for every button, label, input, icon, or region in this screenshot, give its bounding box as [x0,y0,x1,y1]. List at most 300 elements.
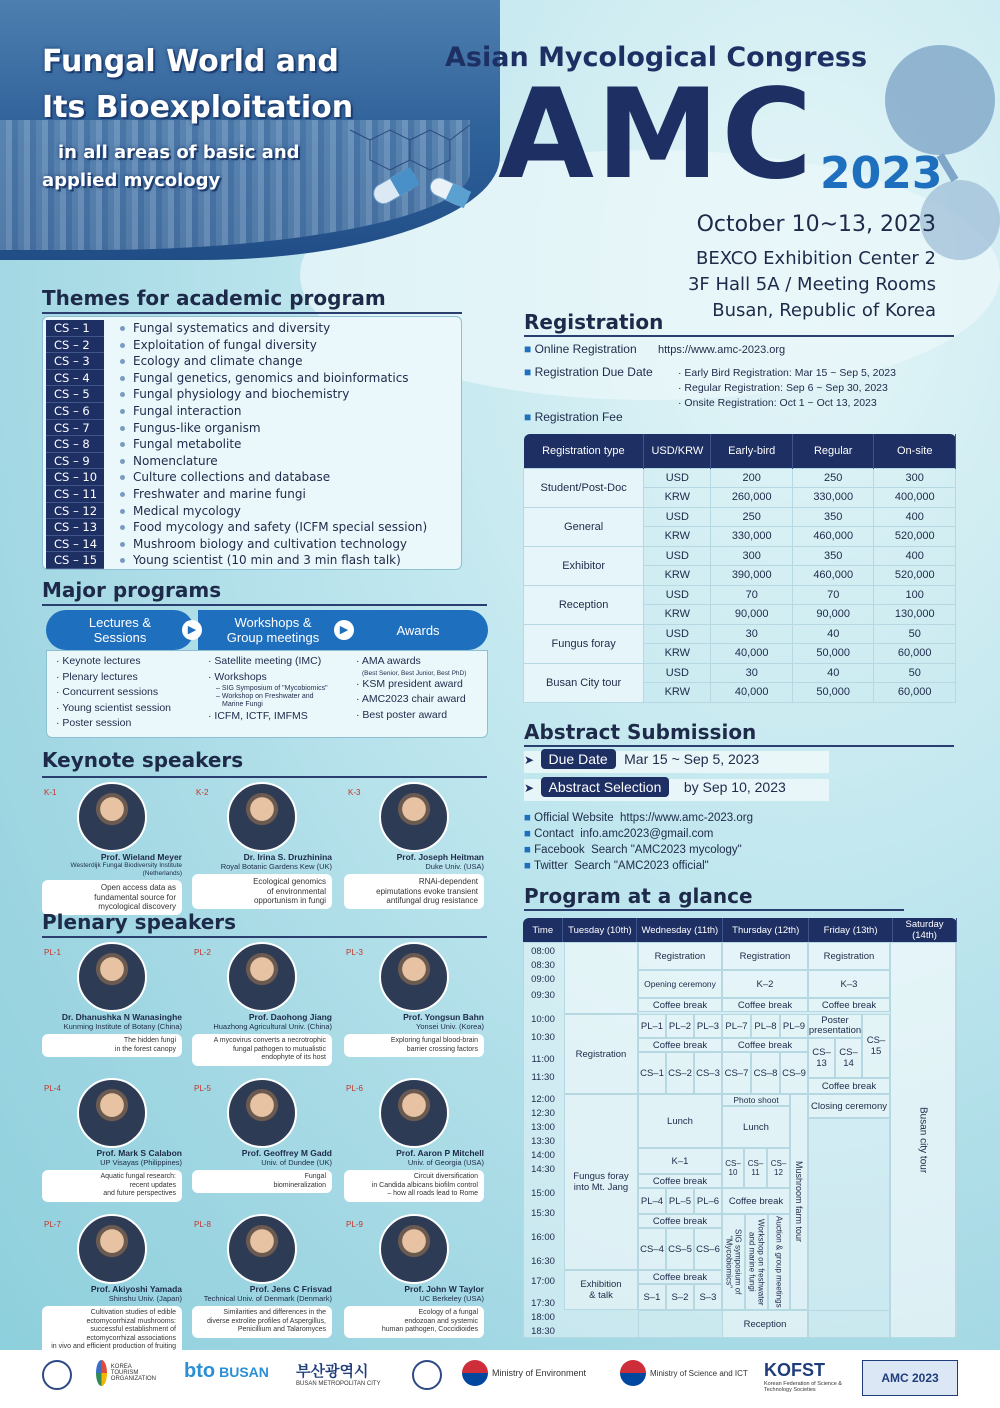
footer-logo-busan-city: 부산광역시 BUSAN METROPOLITAN CITY [296,1363,381,1387]
program-title: Program at a glance [524,884,753,908]
congress-name: Asian Mycological Congress [445,42,868,73]
arrow-icon: ▶ [334,620,354,640]
speaker-affiliation: Kunming Institute of Botany (China) [63,1022,182,1031]
abstract-selection-value: by Sep 10, 2023 [683,779,786,795]
time-label: 15:00 [531,1188,555,1199]
venue-line2: 3F Hall 5A / Meeting Rooms [687,274,936,295]
theme-label: Fungus-like organism [120,420,460,437]
program-cell: PL–1 [638,1014,666,1038]
theme-code: CS – 1 [46,320,104,337]
speaker-affiliation: Huazhong Agricultural Univ. (China) [213,1022,332,1031]
fee-row [524,624,956,644]
theme-code: CS – 14 [46,536,104,553]
speaker-affiliation: Technical Univ. of Denmark (Denmark) [203,1294,332,1303]
speaker-affiliation: Yonsei Univ. (Korea) [416,1022,484,1031]
list-item: · AMA awards [356,655,421,667]
fee-row [524,468,956,488]
theme-code: CS – 4 [46,370,104,387]
plenary-speaker [192,1078,332,1193]
fee-cell: 50 [874,624,956,644]
list-item: · AMC2023 chair award [356,693,466,706]
time-label: 17:30 [531,1298,555,1309]
theme-label: Young scientist (10 min and 3 min flash talk) [120,552,460,569]
chevron-right-icon: ➤ [524,753,535,767]
theme-code: CS – 5 [46,386,104,403]
plenary-speaker [192,942,332,1066]
square-bullet-icon: ■ [524,410,532,424]
registration-due-label: Registration Due Date [534,365,653,379]
fee-type: Fungus foray [524,624,644,663]
theme-label: Nomenclature [120,453,460,470]
fee-cell: 70 [711,585,793,605]
list-subitem: – Workshop on Freshwater and [216,693,314,701]
program-cell-sig: SIG symposium of "Mycobiomics" [722,1214,745,1310]
program-cell: Registration [722,942,808,970]
fee-cell: 350 [792,546,874,566]
registration-due [524,365,653,379]
program-col-header: Friday (13th) [809,918,893,942]
program-cell: PL–6 [694,1188,722,1214]
speaker-photo [77,942,147,1012]
program-cell: Registration [638,942,722,970]
fee-cell: KRW [644,488,711,508]
congress-year: 2023 [820,148,943,199]
due-item: · Regular Registration: Sep 6 ~ Sep 30, 2023 [678,382,888,394]
venue-line1: BEXCO Exhibition Center 2 [695,248,936,269]
major-col2-list [208,654,328,725]
online-registration-url[interactable]: https://www.amc-2023.org [658,344,786,356]
keynote-speaker [192,782,332,909]
speaker-talk: The hidden fungi in the forest canopy [42,1034,182,1057]
program-col-header: Time [523,918,563,942]
twitter-link[interactable]: Search "AMC2023 official" [574,860,709,872]
speaker-name: Dr. Irina S. Druzhinina [243,852,332,862]
speaker-affiliation: UP Visayas (Philippines) [100,1158,182,1167]
fee-cell: USD [644,663,711,683]
program-cell: Coffee break [638,998,722,1012]
speaker-talk: Circuit diversification in Candida albicans biofilm control – how all roads lead to Rome [344,1170,484,1202]
fee-cell: 400 [874,507,956,527]
list-item: · Concurrent sessions [56,686,159,699]
seal-icon [412,1360,442,1390]
speaker-name: Prof. John W Taylor [404,1284,484,1294]
arrow-icon: ▶ [182,620,202,640]
speaker-photo [379,1078,449,1148]
program-cell: Lunch [722,1106,790,1148]
keynote-title: Keynote speakers [42,748,244,772]
speaker-name: Prof. Daohong Jiang [248,1012,332,1022]
footer-logo-msit: Ministry of Science and ICT [620,1360,748,1386]
contact-row: ■ Contact info.amc2023@gmail.com [524,828,714,840]
time-label: 11:30 [531,1072,555,1083]
theme-label: Mushroom biology and cultivation technology [120,536,460,553]
list-item: · KSM president award [356,677,463,690]
time-label: 12:30 [531,1108,555,1119]
speaker-talk: Ecology of a fungal endozoan and systemic human pathogen, Coccidioides [344,1306,484,1338]
fee-cell: 30 [711,624,793,644]
fee-cell: 520,000 [874,566,956,586]
speaker-affiliation: Univ. of Georgia (USA) [407,1158,484,1167]
speaker-photo [77,1078,147,1148]
fee-cell: 60,000 [874,644,956,664]
abstract-selection-row [524,779,829,801]
program-cell: Coffee break [722,1038,808,1052]
time-label: 11:00 [531,1054,555,1065]
program-cell: CS–11 [744,1148,767,1188]
speaker-talk: RNAi-dependent epimutations evoke transient antifungal drug resistance [344,874,484,909]
speaker-name: Prof. Akiyoshi Yamada [90,1284,182,1294]
theme-label: Freshwater and marine fungi [120,486,460,503]
program-cell-fungus-foray: Fungus foray into Mt. Jang [564,1094,638,1270]
time-label: 12:00 [531,1094,555,1105]
fee-cell: KRW [644,683,711,703]
time-label: 16:00 [531,1232,555,1243]
program-cell: CS–4 [638,1228,666,1270]
program-cell: Lunch [638,1094,722,1148]
fee-row [524,507,956,527]
speaker-photo [77,1214,147,1284]
themes-codes [46,320,104,569]
speaker-name: Prof. Aaron P Mitchell [396,1148,484,1158]
theme-label: Medical mycology [120,503,460,520]
fee-cell: USD [644,624,711,644]
fee-cell: 400,000 [874,488,956,508]
program-cell: CS–12 [767,1148,790,1188]
theme-code: CS – 8 [46,436,104,453]
theme-code: CS – 6 [46,403,104,420]
speaker-tag: PL-2 [194,948,211,957]
square-bullet-icon: ■ [524,365,532,379]
speaker-photo [379,782,449,852]
fee-type: Exhibitor [524,546,644,585]
abstract-title: Abstract Submission [524,720,757,744]
program-cell: CS–3 [694,1052,722,1094]
speaker-tag: PL-7 [44,1220,61,1229]
fee-cell: 40,000 [711,644,793,664]
speaker-photo [379,1214,449,1284]
abstract-due-row [524,751,829,773]
fee-cell: 330,000 [711,527,793,547]
website-link[interactable]: https://www.amc-2023.org [620,812,753,824]
slogan-line1: Fungal World and [42,44,339,79]
fee-cell: 40,000 [711,683,793,703]
contact-row: ■ Official Website https://www.amc-2023.org [524,812,753,824]
slogan-sub2: applied mycology [42,170,221,191]
fee-row [524,585,956,605]
time-label: 08:00 [531,946,555,957]
program-cell-exhibition: Exhibition & talk [564,1270,638,1310]
time-label: 09:30 [531,990,555,1001]
fee-col-header: On-site [874,434,956,468]
program-cell: CS–2 [666,1052,694,1094]
seal-icon [42,1360,72,1390]
program-cell: CS–10 [722,1148,744,1188]
speaker-affiliation: Univ. of Dundee (UK) [261,1158,332,1167]
program-cell: Coffee break [722,1188,790,1214]
program-header-row [523,918,957,942]
plenary-speaker [192,1214,332,1338]
fee-cell: KRW [644,605,711,625]
speaker-photo [227,1078,297,1148]
program-col-header: Wednesday (11th) [637,918,723,942]
footer-logo-amc: AMC 2023 [862,1360,958,1396]
time-label: 14:30 [531,1164,555,1175]
speaker-affiliation: Duke Univ. (USA) [425,862,484,871]
plenary-speaker [42,1078,182,1202]
program-cell: PL–9 [780,1014,808,1038]
plenary-speaker [344,1214,484,1338]
major-col3-list [356,654,466,723]
theme-code: CS – 15 [46,552,104,569]
program-col-header: Tuesday (10th) [563,918,637,942]
time-label: 15:30 [531,1208,555,1219]
speaker-photo [77,782,147,852]
speaker-name: Prof. Jens C Frisvad [249,1284,332,1294]
taegeuk-icon [620,1360,646,1386]
registration-title: Registration [524,310,664,334]
fee-cell: 350 [792,507,874,527]
fee-cell: USD [644,468,711,488]
program-cell: Closing ceremony [808,1094,890,1118]
fee-cell: 460,000 [792,566,874,586]
program-cell: CS–13 [808,1038,835,1078]
program-cell-empty [564,942,638,1014]
registration-fee-label: Registration Fee [534,410,623,424]
program-cell: K–3 [808,970,890,998]
theme-label: Food mycology and safety (ICFM special session) [120,519,460,536]
fee-cell: 300 [711,546,793,566]
list-item: · Satellite meeting (IMC) [208,655,322,667]
fee-col-header: USD/KRW [644,434,711,468]
program-cell: Coffee break [638,1270,722,1284]
speaker-name: Prof. Geoffrey M Gadd [241,1148,332,1158]
speaker-talk: Fungal biomineralization [192,1170,332,1193]
speaker-name: Dr. Dhanushka N Wanasinghe [61,1012,182,1022]
speaker-photo [227,782,297,852]
fee-cell: 250 [711,507,793,527]
list-subitem: Marine Fungi [222,701,263,709]
fee-cell: 390,000 [711,566,793,586]
speaker-affiliation: Royal Botanic Gardens Kew (UK) [220,862,332,871]
program-cell: Coffee break [638,1174,722,1188]
program-cell-auction: Auction & group meetings [768,1214,790,1310]
plenary-speaker [42,942,182,1057]
major-head-workshops-l2: Group meetings [226,630,320,645]
speaker-talk: Open access data as fundamental source for mycological discovery [42,880,182,915]
program-cell-mushroom-tour: Mushroom farm tour [790,1094,808,1310]
keynote-speaker [344,782,484,909]
major-title-underline [42,604,487,606]
program-cell: CS–14 [835,1038,862,1078]
major-head-lectures-l1: Lectures & [88,615,152,630]
fee-type: Busan City tour [524,663,644,702]
fee-cell: KRW [644,644,711,664]
program-title-underline [524,909,904,911]
speaker-affiliation: Westerdijk Fungal Biodiversity Institute (Netherlands) [70,862,182,877]
contact-row: ■ Twitter Search "AMC2023 official" [524,860,709,872]
speaker-tag: K-2 [196,788,209,797]
plenary-title-underline [42,936,487,938]
fee-type: General [524,507,644,546]
themes-title: Themes for academic program [42,286,386,310]
theme-label: Fungal systematics and diversity [120,320,460,337]
online-registration [524,342,785,356]
taegeuk-icon [462,1360,488,1386]
facebook-link[interactable]: Search "AMC2023 mycology" [591,844,742,856]
program-cell: Coffee break [808,1078,890,1094]
fee-cell: 50 [874,663,956,683]
fee-cell: 130,000 [874,605,956,625]
major-head-lectures [46,610,194,650]
program-cell: PL–3 [694,1014,722,1038]
speaker-tag: PL-3 [346,948,363,957]
program-cell: PL–8 [751,1014,780,1038]
program-cell-busan-tour: Busan city tour [890,942,956,1338]
fee-cell: 90,000 [711,605,793,625]
theme-label: Culture collections and database [120,469,460,486]
major-head-lectures-l2: Sessions [93,630,147,645]
fee-cell: 40 [792,624,874,644]
list-item: · Best poster award [356,708,448,721]
venue-line3: Busan, Republic of Korea [712,300,936,321]
footer-logo-kto: KOREA TOURISM ORGANIZATION [96,1360,156,1386]
footer-logo-ksm [42,1360,72,1390]
theme-code: CS – 13 [46,519,104,536]
fee-cell: 460,000 [792,527,874,547]
time-label: 13:00 [531,1122,555,1133]
time-label: 10:30 [531,1032,555,1043]
theme-code: CS – 10 [46,469,104,486]
fee-cell: USD [644,546,711,566]
program-cell: Coffee break [638,1214,722,1228]
speaker-photo [379,942,449,1012]
program-cell: CS–1 [638,1052,666,1094]
list-item: · Poster session [56,717,132,730]
program-col-header: Thursday (12th) [723,918,809,942]
program-cell: S–3 [694,1284,722,1310]
plenary-title: Plenary speakers [42,910,237,934]
square-bullet-icon: ■ [524,342,532,356]
abstract-due-value: Mar 15 ~ Sep 5, 2023 [624,751,760,767]
program-col-header: Saturday (14th) [893,918,957,942]
slogan-sub1: in all areas of basic and [58,142,300,163]
program-cell: PL–7 [722,1014,751,1038]
fee-cell: 100 [874,585,956,605]
speaker-talk: Similarities and differences in the diverse extrolite profiles of Aspergillus, Penicillium and Talaromyces [192,1306,332,1338]
speaker-tag: PL-5 [194,1084,211,1093]
fee-cell: USD [644,507,711,527]
program-cell-poster: Poster presentation [808,1015,862,1036]
registration-title-underline [524,335,954,337]
major-head-workshops [198,610,348,650]
keynote-title-underline [42,776,487,778]
abstract-selection-label: Abstract Selection [541,777,670,797]
contact-row: ■ Facebook Search "AMC2023 mycology" [524,844,742,856]
fee-header-row [524,434,956,468]
program-cell: S–1 [638,1284,666,1310]
theme-code: CS – 7 [46,420,104,437]
time-label: 17:00 [531,1276,555,1287]
fee-cell: KRW [644,566,711,586]
program-cell: Registration [564,1014,638,1094]
list-item: · ICFM, ICTF, IMFMS [208,710,308,723]
program-cell: Photo shoot [722,1094,790,1106]
fee-cell: 200 [711,468,793,488]
theme-label: Fungal physiology and biochemistry [120,386,460,403]
theme-code: CS – 3 [46,353,104,370]
list-item: · Keynote lectures [56,655,141,667]
molecule-illustration [330,80,510,230]
abstract-title-underline [524,745,954,747]
speaker-photo [227,942,297,1012]
plenary-speaker [344,1078,484,1202]
program-cell: K–1 [638,1148,722,1174]
list-subitem: – SIG Symposium of "Mycobiomics" [216,685,328,693]
speaker-tag: PL-8 [194,1220,211,1229]
fee-type: Reception [524,585,644,624]
program-cell-empty [808,1118,890,1338]
program-cell: CS–5 [666,1228,694,1270]
due-item: · Early Bird Registration: Mar 15 ~ Sep 5, 2023 [678,367,896,379]
program-cell: CS–6 [694,1228,722,1270]
keynote-speaker [42,782,182,915]
fee-cell: 250 [792,468,874,488]
speaker-tag: PL-6 [346,1084,363,1093]
fee-cell: 90,000 [792,605,874,625]
program-cell: PL–5 [666,1188,694,1214]
program-table-header [523,918,957,942]
program-cell-workshop: Workshop on freshwater and marine fungi [745,1214,768,1310]
time-label: 13:30 [531,1136,555,1147]
speaker-tag: K-3 [348,788,361,797]
footer-logo-bto: bto BUSAN [184,1360,269,1382]
fee-cell: 50,000 [792,683,874,703]
fee-cell: 260,000 [711,488,793,508]
slogan-line2: Its Bioexploitation [42,90,354,125]
fee-cell: 520,000 [874,527,956,547]
program-cell: CS–8 [751,1052,780,1094]
plenary-speaker [42,1214,182,1363]
speaker-talk: Aquatic fungal research: recent updates and future perspectives [42,1170,182,1202]
plenary-speaker [344,942,484,1057]
fee-cell: KRW [644,527,711,547]
speaker-name: Prof. Yongsun Bahn [403,1012,484,1022]
fee-cell: 60,000 [874,683,956,703]
theme-code: CS – 9 [46,453,104,470]
fee-col-header: Early-bird [711,434,793,468]
chevron-right-icon: ➤ [524,781,535,795]
program-cell: Coffee break [638,1038,722,1052]
email-link[interactable]: info.amc2023@gmail.com [580,828,714,840]
speaker-talk: A mycovirus converts a necrotrophic fungal pathogen to mutualistic endophyte of its host [192,1034,332,1066]
theme-code: CS – 2 [46,337,104,354]
theme-label: Exploitation of fungal diversity [120,337,460,354]
program-cell: CS–7 [722,1052,751,1094]
speaker-name: Prof. Mark S Calabon [96,1148,182,1158]
footer-logo-moe: Ministry of Environment [462,1360,586,1386]
theme-label: Fungal genetics, genomics and bioinformatics [120,370,460,387]
program-cell: Coffee break [808,998,890,1012]
program-cell: K–2 [722,970,808,998]
time-label: 10:00 [531,1014,555,1025]
speaker-photo [227,1214,297,1284]
fee-cell: 330,000 [792,488,874,508]
program-cell: CS–15 [862,1014,890,1078]
program-cell: PL–4 [638,1188,666,1214]
footer-logo-seal2 [412,1360,442,1390]
program-cell: PL–2 [666,1014,694,1038]
speaker-tag: PL-9 [346,1220,363,1229]
